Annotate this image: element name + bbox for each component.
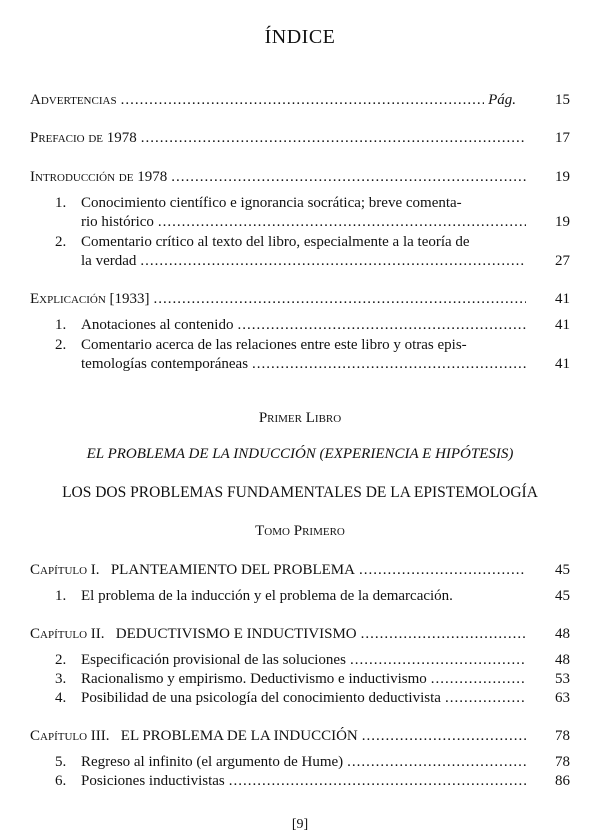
chapter-title: EL PROBLEMA DE LA INDUCCIÓN — [120, 728, 358, 744]
leader-dots — [141, 128, 526, 148]
chapter-title: PLANTEAMIENTO DEL PROBLEMA — [110, 562, 355, 578]
page-number: 48 — [555, 626, 570, 642]
entry-number: 4. — [55, 690, 67, 706]
page-number: 48 — [555, 652, 570, 668]
page-number: 19 — [555, 169, 570, 185]
page-number: 45 — [555, 588, 570, 604]
chapter-label — [30, 726, 358, 746]
toc-subentry[interactable] — [55, 193, 570, 213]
toc-subentry[interactable] — [55, 688, 570, 708]
toc-subentry[interactable] — [55, 335, 570, 355]
leader-dots — [350, 650, 526, 670]
page-number: 27 — [555, 253, 570, 269]
leader-dots — [252, 354, 526, 374]
page-number: 15 — [555, 92, 570, 108]
chapter-prefix: Capítulo II. — [30, 626, 105, 642]
leader-dots — [140, 251, 526, 271]
leader-dots — [362, 726, 526, 746]
page-number: 86 — [555, 773, 570, 789]
entry-label: Prefacio de 1978 — [30, 130, 137, 146]
entry-number: 3. — [55, 671, 67, 687]
entry-label: Advertencias — [30, 92, 117, 108]
entry-label: Racionalismo y empirismo. Deductivismo e inductivismo — [81, 671, 427, 687]
entry-label: Posiciones inductivistas — [81, 773, 225, 789]
entry-label-line2: temologías contemporáneas — [81, 356, 249, 372]
book-heading: LOS DOS PROBLEMAS FUNDAMENTALES DE LA EPISTEMOLOGÍA — [62, 484, 538, 501]
entry-number: 1. — [55, 317, 67, 333]
entry-label-line2: rio histórico — [81, 214, 154, 230]
toc-subentry[interactable] — [55, 586, 570, 606]
toc-entry-capitulo-2[interactable] — [30, 624, 570, 644]
entry-label: Especificación provisional de las soluciones — [81, 652, 346, 668]
entry-label-line1: Comentario acerca de las relaciones entre este libro y otras epis- — [81, 337, 467, 353]
page-number: 19 — [555, 214, 570, 230]
entry-number: 2. — [55, 234, 67, 250]
page-title: ÍNDICE — [264, 26, 336, 48]
pag-label: Pág. — [488, 92, 516, 108]
leader-dots — [121, 90, 485, 110]
leader-dots — [154, 289, 526, 309]
entry-label: Anotaciones al contenido — [81, 317, 234, 333]
toc-subentry[interactable] — [55, 232, 570, 252]
toc-entry-capitulo-3[interactable] — [30, 726, 570, 746]
page-number: 78 — [555, 754, 570, 770]
page-number: 53 — [555, 671, 570, 687]
toc-subentry[interactable] — [55, 315, 570, 335]
toc-subentry-continued[interactable] — [81, 212, 570, 232]
page-number: 63 — [555, 690, 570, 706]
chapter-title: DEDUCTIVISMO E INDUCTIVISMO — [115, 626, 357, 642]
toc-entry-capitulo-1[interactable] — [30, 560, 570, 580]
leader-dots — [237, 315, 526, 335]
entry-number: 1. — [55, 195, 67, 211]
entry-label-line1: Conocimiento científico e ignorancia socrática; breve comenta- — [81, 195, 462, 211]
toc-subentry[interactable] — [55, 771, 570, 791]
page-number: 17 — [555, 130, 570, 146]
page-number: 41 — [555, 291, 570, 307]
entry-number: 1. — [55, 588, 67, 604]
toc-subentry[interactable] — [55, 752, 570, 772]
leader-dots — [359, 560, 526, 580]
page-number: 41 — [555, 317, 570, 333]
book-label: Primer Libro — [258, 410, 342, 426]
page-number: 78 — [555, 728, 570, 744]
entry-number: 2. — [55, 652, 67, 668]
leader-dots — [171, 167, 526, 187]
entry-label-line1: Comentario crítico al texto del libro, especialmente a la teoría de — [81, 234, 470, 250]
toc-subentry[interactable] — [55, 650, 570, 670]
toc-subentry-continued[interactable] — [81, 251, 570, 271]
toc-entry-introduccion[interactable] — [30, 167, 570, 187]
leader-dots — [361, 624, 526, 644]
leader-dots — [229, 771, 526, 791]
toc-entry-advertencias[interactable] — [30, 90, 570, 110]
leader-dots — [158, 212, 526, 232]
entry-number: 5. — [55, 754, 67, 770]
entry-number: 6. — [55, 773, 67, 789]
toc-subentry[interactable] — [55, 669, 570, 689]
leader-dots — [445, 688, 526, 708]
chapter-label — [30, 624, 357, 644]
chapter-prefix: Capítulo I. — [30, 562, 100, 578]
leader-dots — [431, 669, 526, 689]
entry-label: El problema de la inducción y el problema de la demarcación. — [81, 588, 453, 604]
toc-entry-prefacio[interactable] — [30, 128, 570, 148]
entry-label: Posibilidad de una psicología del conocimiento deductivista — [81, 690, 441, 706]
toc-subentry-continued[interactable] — [81, 354, 570, 374]
entry-label-line2: la verdad — [81, 253, 137, 269]
chapter-label — [30, 560, 355, 580]
chapter-prefix: Capítulo III. — [30, 728, 110, 744]
entry-label: Regreso al infinito (el argumento de Hume) — [81, 754, 344, 770]
toc-entry-explicacion[interactable] — [30, 289, 570, 309]
page-number: 41 — [555, 356, 570, 372]
entry-number: 2. — [55, 337, 67, 353]
book-subtitle: EL PROBLEMA DE LA INDUCCIÓN (EXPERIENCIA E HIPÓTESIS) — [86, 446, 514, 462]
tomo-label: Tomo Primero — [255, 523, 345, 539]
leader-dots — [347, 752, 526, 772]
entry-label: Introducción de 1978 — [30, 169, 168, 185]
footer-page-number: [9] — [291, 817, 309, 832]
page-number: 45 — [555, 562, 570, 578]
entry-label: Explicación [1933] — [30, 291, 150, 307]
